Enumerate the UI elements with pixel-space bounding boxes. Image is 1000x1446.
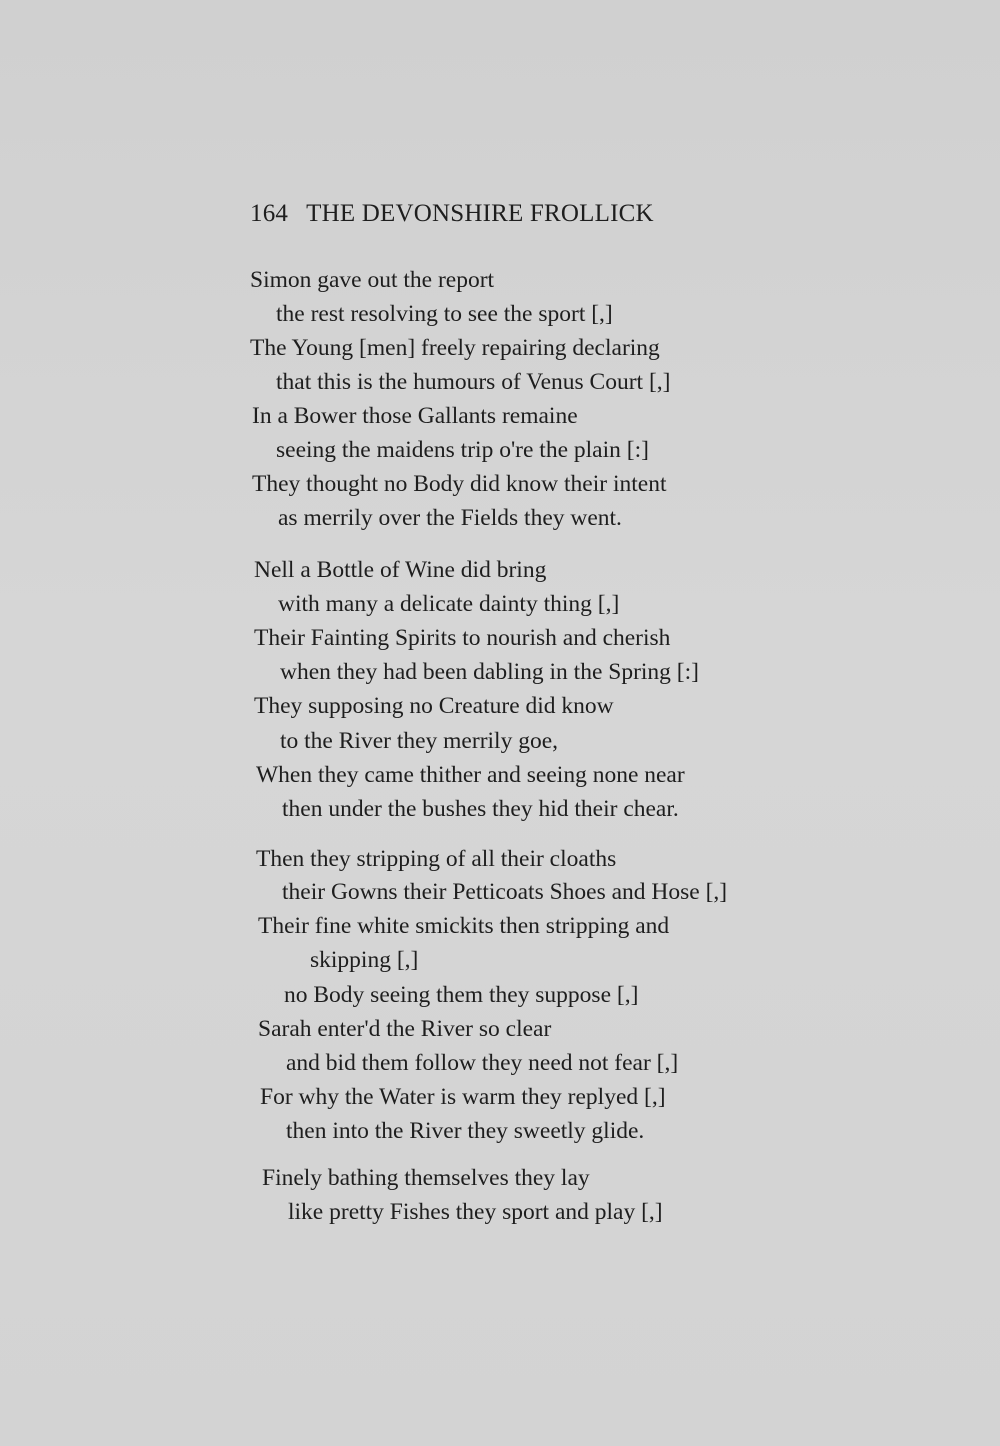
poem-line: their Gowns their Petticoats Shoes and Hose [,] [282, 879, 728, 905]
poem-line: like pretty Fishes they sport and play [,] [288, 1199, 663, 1225]
poem-line: then into the River they sweetly glide. [286, 1118, 645, 1144]
poem-line: For why the Water is warm they replyed [,] [260, 1084, 666, 1110]
poem-line: Simon gave out the report [250, 267, 495, 293]
poem-line: and bid them follow they need not fear [,] [286, 1050, 679, 1076]
poem-line: with many a delicate dainty thing [,] [278, 591, 620, 617]
poem-line: when they had been dabling in the Spring [:] [280, 659, 699, 685]
poem-line: Nell a Bottle of Wine did bring [254, 557, 547, 583]
poem-line: Their fine white smickits then stripping and [258, 913, 670, 939]
poem-line: In a Bower those Gallants remaine [252, 403, 578, 429]
poem-line: They supposing no Creature did know [254, 693, 614, 719]
running-header [250, 200, 654, 228]
poem-line: seeing the maidens trip o're the plain [:] [276, 437, 649, 463]
poem-line: skipping [,] [310, 947, 419, 973]
poem-line: then under the bushes they hid their chear. [282, 796, 679, 822]
poem-line: When they came thither and seeing none near [256, 762, 685, 788]
poem-line: Then they stripping of all their cloaths [256, 846, 617, 872]
poem-line: the rest resolving to see the sport [,] [276, 301, 613, 327]
poem-line: Their Fainting Spirits to nourish and cherish [254, 625, 671, 651]
poem-line: as merrily over the Fields they went. [278, 505, 622, 531]
poem-line: Sarah enter'd the River so clear [258, 1016, 552, 1042]
poem-line: Finely bathing themselves they lay [262, 1165, 590, 1191]
page-number: 164 [250, 200, 289, 227]
poem-line: They thought no Body did know their intent [252, 471, 667, 497]
poem-line: The Young [men] freely repairing declaring [250, 335, 660, 361]
poem-line: to the River they merrily goe, [280, 728, 559, 754]
running-title: THE DEVONSHIRE FROLLICK [306, 200, 654, 227]
poem-line: that this is the humours of Venus Court [,] [276, 369, 671, 395]
poem-line: no Body seeing them they suppose [,] [284, 982, 639, 1008]
